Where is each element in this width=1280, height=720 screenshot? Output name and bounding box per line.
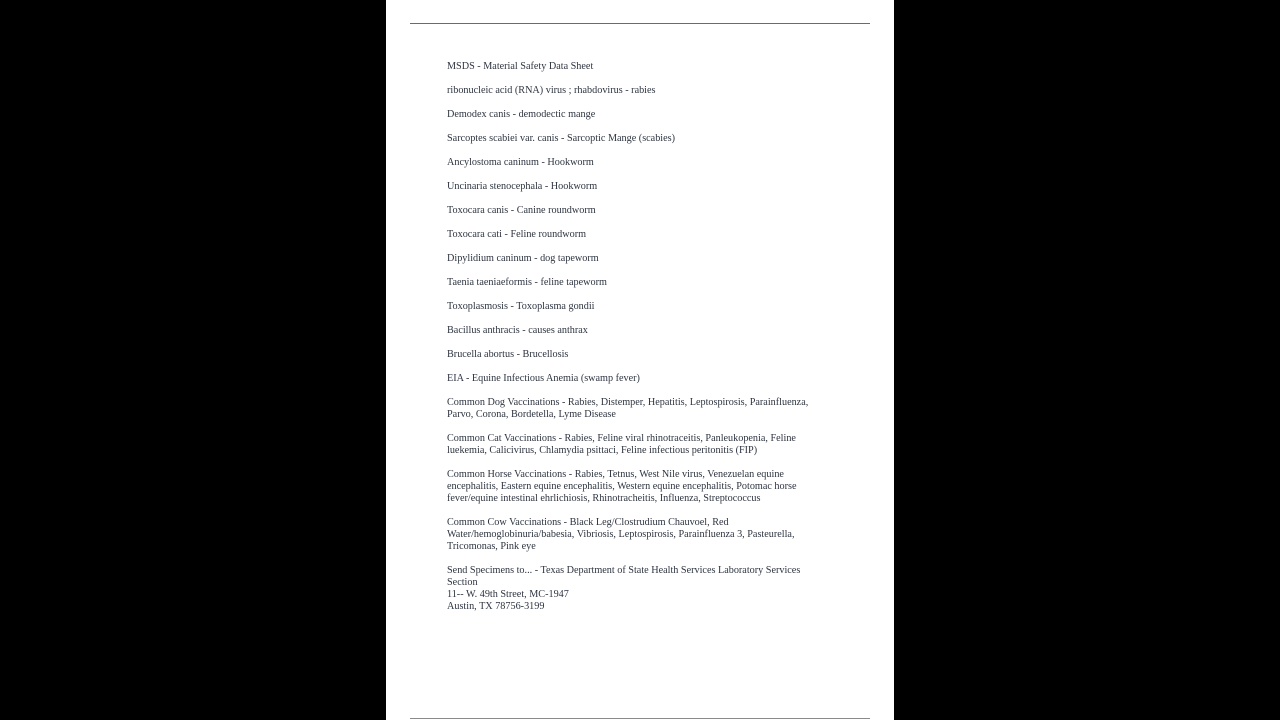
entry-line: Sarcoptes scabiei var. canis - Sarcoptic Mange (scabies)	[447, 133, 675, 144]
document-entry	[447, 373, 842, 385]
document-entry	[447, 61, 842, 73]
entry-line: EIA - Equine Infectious Anemia (swamp fever)	[447, 373, 640, 384]
entry-line: Parvo, Corona, Bordetella, Lyme Disease	[447, 409, 616, 420]
document-entry	[447, 349, 842, 361]
document-entry	[447, 157, 842, 169]
entry-line: Demodex canis - demodectic mange	[447, 109, 596, 120]
entry-line: 11-- W. 49th Street, MC-1947	[447, 589, 569, 600]
document-entry	[447, 469, 842, 505]
document-page	[386, 0, 894, 720]
entry-line: MSDS - Material Safety Data Sheet	[447, 61, 594, 72]
entry-line: Uncinaria stenocephala - Hookworm	[447, 181, 598, 192]
entry-line: Toxoplasmosis - Toxoplasma gondii	[447, 301, 595, 312]
document-entry	[447, 397, 842, 421]
document-entry	[447, 325, 842, 337]
entry-line: Send Specimens to... - Texas Department of State Health Services Laboratory Services	[447, 565, 801, 576]
entry-line: Section	[447, 577, 478, 588]
document-entry	[447, 517, 842, 553]
document-entry	[447, 301, 842, 313]
entry-line: Taenia taeniaeformis - feline tapeworm	[447, 277, 607, 288]
document-entry	[447, 181, 842, 193]
entry-line: Toxocara cati - Feline roundworm	[447, 229, 587, 240]
entry-line: encephalitis, Eastern equine encephalitis, Western equine encephalitis, Potomac horse	[447, 481, 797, 492]
document-entry	[447, 433, 842, 457]
entry-line: Bacillus anthracis - causes anthrax	[447, 325, 588, 336]
entry-line: ribonucleic acid (RNA) virus ; rhabdovirus - rabies	[447, 85, 656, 96]
entry-line: fever/equine intestinal ehrlichiosis, Rhinotracheitis, Influenza, Streptococcus	[447, 493, 761, 504]
entry-line: Ancylostoma caninum - Hookworm	[447, 157, 594, 168]
entry-line: Water/hemoglobinuria/babesia, Vibriosis, Leptospirosis, Parainfluenza 3, Pasteurella,	[447, 529, 795, 540]
entry-line: Toxocara canis - Canine roundworm	[447, 205, 596, 216]
entry-line: Tricomonas, Pink eye	[447, 541, 536, 552]
entry-line: Common Dog Vaccinations - Rabies, Distemper, Hepatitis, Leptospirosis, Parainfluenza,	[447, 397, 809, 408]
document-entry	[447, 277, 842, 289]
document-entry	[447, 109, 842, 121]
entry-line: Common Horse Vaccinations - Rabies, Tetnus, West Nile virus, Venezuelan equine	[447, 469, 784, 480]
footer-rule	[410, 718, 870, 719]
entry-line: Common Cat Vaccinations - Rabies, Feline viral rhinotraceitis, Panleukopenia, Feline	[447, 433, 796, 444]
document-entry	[447, 253, 842, 265]
entry-line: Brucella abortus - Brucellosis	[447, 349, 569, 360]
entry-line: Dipylidium caninum - dog tapeworm	[447, 253, 599, 264]
entry-line: luekemia, Calicivirus, Chlamydia psittaci, Feline infectious peritonitis (FIP)	[447, 445, 758, 456]
header-rule	[410, 23, 870, 24]
document-entry	[447, 133, 842, 145]
entry-line: Common Cow Vaccinations - Black Leg/Clostrudium Chauvoel, Red	[447, 517, 729, 528]
document-entry	[447, 229, 842, 241]
entry-line: Austin, TX 78756-3199	[447, 601, 545, 612]
document-entry	[447, 205, 842, 217]
document-entry	[447, 565, 842, 613]
document-entry	[447, 85, 842, 97]
document-content	[447, 61, 842, 625]
